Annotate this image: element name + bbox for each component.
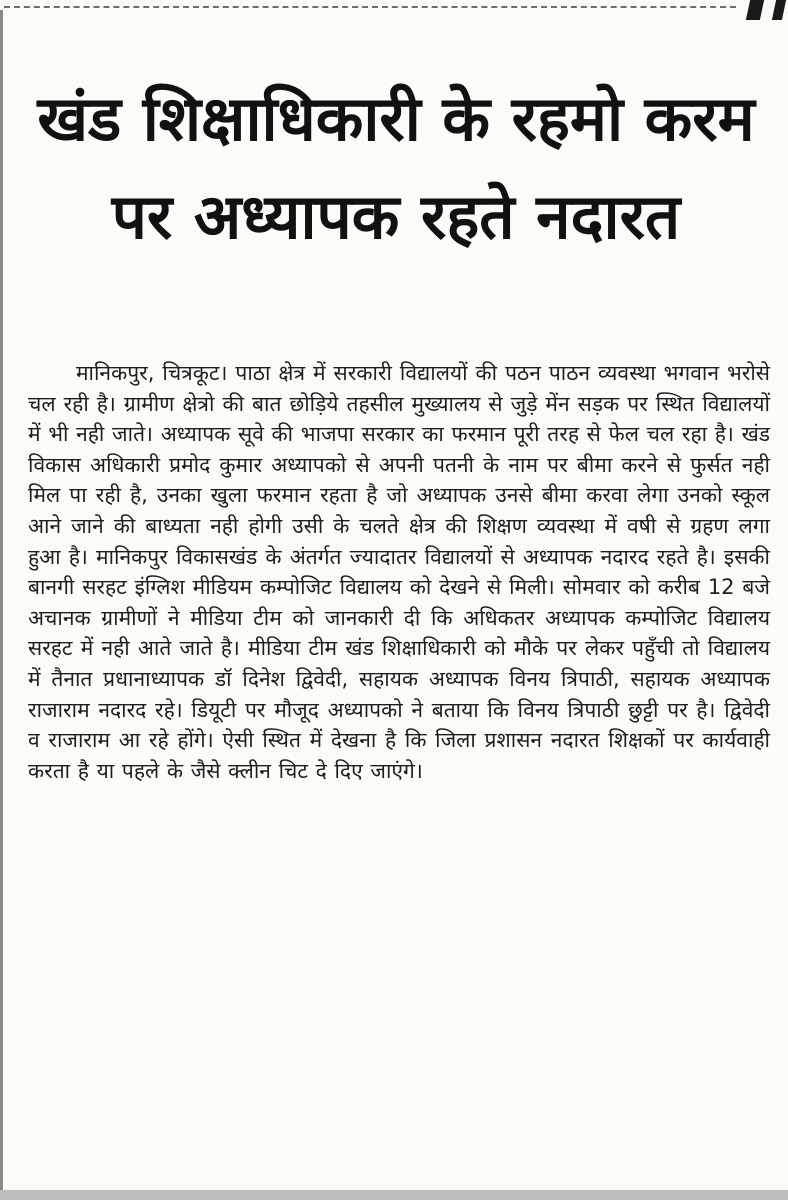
corner-mark <box>746 0 764 20</box>
top-border-rule <box>4 6 736 8</box>
bottom-edge-shadow <box>0 1190 788 1200</box>
corner-mark-secondary <box>772 0 786 20</box>
left-edge-shadow <box>0 10 3 1190</box>
headline: खंड शिक्षाधिकारी के रहमो करम पर अध्यापक रहते नदारत <box>37 82 755 253</box>
article-body: मानिकपुर, चित्रकूट। पाठा क्षेत्र में सरकारी विद्यालयों की पठन पाठन व्यवस्था भगवान भरोसे चल रही है। ग्रामीण क्षेत्रो की बात छोड़िये तहसील मुख्यालय से जुड़े मेंन सड़क पर स्थित विद्यालयों में भी नही जाते। अध्यापक सूवे की भाजपा सरकार का फरमान पूरी तरह से फेल चल रहा है। खंड विकास अधिकारी प्रमोद कुमार अध्यापको से अपनी पतनी के नाम पर बीमा करने से फुर्सत नही मिल पा रही है, उनका खुला फरमान रहता है जो अध्यापक उनसे बीमा करवा लेगा उनको स्कूल आने जाने की बाध्यता नही होगी उसी के चलते क्षेत्र की शिक्षण व्यवस्था में वषी से ग्रहण लगा हुआ है। मानिकपुर विकासखंड के अंतर्गत ज्यादातर विद्यालयों से अध्यापक नदारद रहते है। इसकी बानगी सरहट इंग्लिश मीडियम कम्पोजिट विद्यालय को देखने से मिली। सोमवार को करीब 12 बजे अचानक ग्रामीणों ने मीडिया टीम को जानकारी दी कि अधिकतर अध्यापक कम्पोजिट विद्यालय सरहट में नही आते जाते है। मीडिया टीम खंड शिक्षाधिकारी को मौके पर लेकर पहुँची तो विद्यालय में तैनात प्रधानाध्यापक डॉ दिनेश द्विवेदी, सहायक अध्यापक विनय त्रिपाठी, सहायक अध्यापक राजाराम नदारद रहे। डियूटी पर मौजूद अध्यापको ने बताया कि विनय त्रिपाठी छुट्टी पर है। द्विवेदी व राजाराम आ रहे होंगे। ऐसी स्थित में देखना है कि जिला प्रशासन नदारत शिक्षकों पर कार्यवाही करता है या पहले के जैसे क्लीन चिट दे दिए जाएंगे। <box>28 361 770 783</box>
